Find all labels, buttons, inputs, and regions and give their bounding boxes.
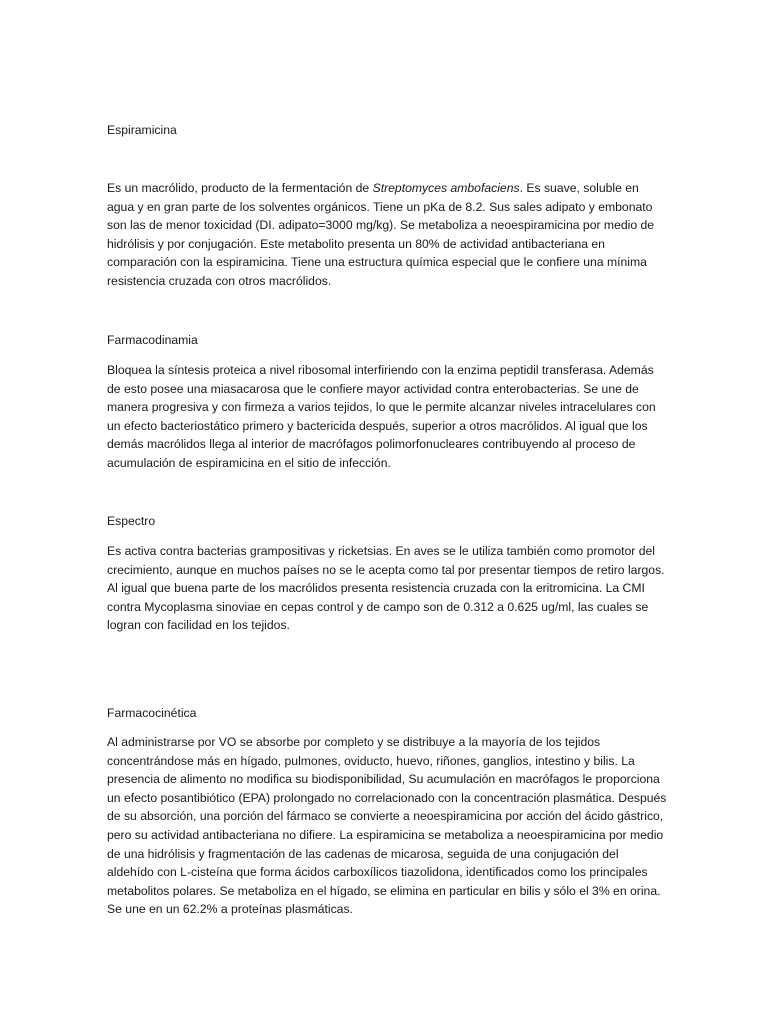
intro-text-rest: . Es suave, soluble en agua y en gran parte de los solventes orgánicos. Tiene un pKa de 8.2. Sus sales adipato y embonato son las de menor toxicidad (DI. adipato=3000 mg/kg). Se metaboliza a neoespiramicina por medio de hidrólisis y por conjugación. Este metabolito presenta un 80% de actividad antibacteriana en comparación con la espiramicina. Tiene una estructura química especial que le confiere una mínima resistencia cruzada con otros macrólidos.	[107, 181, 655, 288]
paragraph-espectro	[107, 542, 667, 635]
paragraph-espectro-text: Es activa contra bacterias grampositivas y ricketsias. En aves se le utiliza también como promotor del crecimiento, aunque en muchos países no se le acepta como tal por presentar tiempos de retiro largos. Al igual que buena parte de los macrólidos presenta resistencia cruzada con la eritromicina. La CMI contra Mycoplasma sinoviae en cepas control y de campo son de 0.312 a 0.625 ug/ml, las cuales se logran con facilidad en los tejidos.	[107, 544, 665, 633]
paragraph-farmacocinetica	[107, 733, 667, 919]
document-title: Espiramicina	[107, 123, 177, 137]
paragraph-farmacodinamia-text: Bloquea la síntesis proteica a nivel ribosomal interfiriendo con la enzima peptidil transferasa. Además de esto posee una miasacarosa que le confiere mayor actividad contra enterobacterias. Se une de manera progresiva y con firmeza a varios tejidos, lo que le permite alcanzar niveles intracelulares con un efecto bacteriostático primero y bactericida después, superior a otros macrólidos. Al igual que los demás macrólidos llega al interior de macrófagos polimorfonucleares contribuyendo al proceso de acumulación de espiramicina en el sitio de infección.	[107, 363, 656, 470]
heading-espectro: Espectro	[107, 514, 156, 528]
heading-farmacodinamia: Farmacodinamia	[107, 333, 198, 347]
paragraph-farmacodinamia	[107, 361, 667, 473]
intro-text-start: Es un macrólido, producto de la fermentación de	[107, 181, 373, 195]
heading-farmacocinetica: Farmacocinética	[107, 706, 197, 720]
intro-paragraph	[107, 179, 667, 291]
organism-name: Streptomyces ambofaciens	[372, 181, 520, 195]
paragraph-farmacocinetica-text: Al administrarse por VO se absorbe por completo y se distribuye a la mayoría de los tejidos concentrándose más en hígado, pulmones, oviducto, huevo, riñones, ganglios, intestino y bilis. La presencia de alimento no modifica su biodisponibilidad, Su acumulación en macrófagos le proporciona un efecto posantibiótico (EPA) prolongado no correlacionado con la concentración plasmática. Después de su absorción, una porción del fármaco se convierte a neoespiramicina por acción del ácido gástrico, pero su actividad antibacteriana no difiere. La espiramicina se metaboliza a neoespiramicina por medio de una hidrólisis y fragmentación de las cadenas de micarosa, seguida de una conjugación del aldehído con L-cisteína que forma ácidos carboxílicos tiazolidona, identificados como los principales metabolitos polares. Se metaboliza en el hígado, se elimina en particular en bilis y sólo el 3% en orina. Se une en un 62.2% a proteínas plasmáticas.	[107, 735, 667, 917]
